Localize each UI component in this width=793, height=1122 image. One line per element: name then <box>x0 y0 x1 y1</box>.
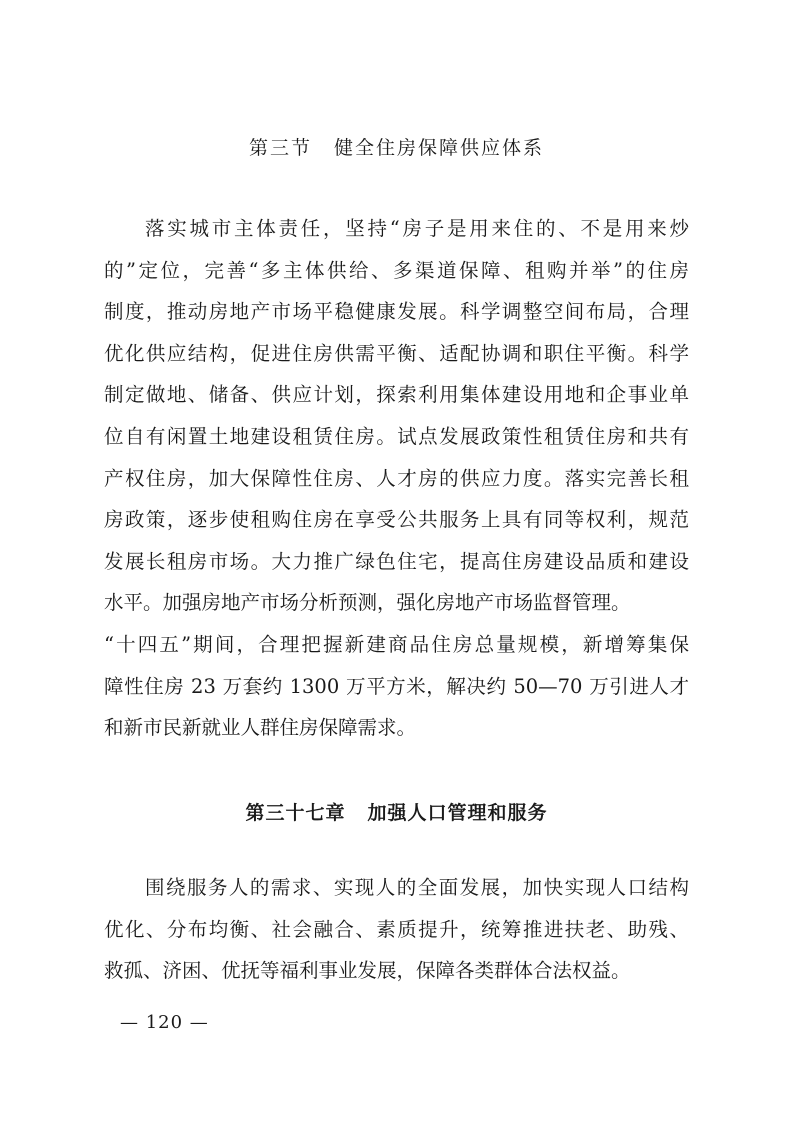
paragraph-line: 水平。加强房地产市场分析预测，强化房地产市场监督管理。 <box>104 591 631 615</box>
paragraph-line: 障性住房 23 万套约 1300 万平方米，解决约 50—70 万引进人才 <box>104 674 689 698</box>
section-title: 健全住房保障供应体系 <box>334 137 545 159</box>
paragraph-line: 落实城市主体责任，坚持“房子是用来住的、不是用来炒 <box>145 217 689 240</box>
paragraph-line: “十四五”期间，合理把握新建商品住房总量规模，新增筹集保 <box>104 632 689 656</box>
paragraph-line: 优化、分布均衡、社会融合、素质提升，统筹推进扶老、助残、 <box>104 917 689 941</box>
chapter-title: 加强人口管理和服务 <box>367 802 548 824</box>
body-paragraph-housing <box>104 208 689 749</box>
section-label: 第三节 <box>248 137 312 159</box>
body-paragraph-population <box>104 867 689 992</box>
chapter-label: 第三十七章 <box>245 802 346 824</box>
paragraph-line: 位自有闲置土地建设租赁住房。试点发展政策性租赁住房和共有 <box>104 424 689 448</box>
paragraph-line: 优化供应结构，促进住房供需平衡、适配协调和职住平衡。科学 <box>104 341 689 365</box>
paragraph-line: 的”定位，完善“多主体供给、多渠道保障、租购并举”的住房 <box>104 258 689 282</box>
section-heading <box>0 133 793 160</box>
paragraph-line: 围绕服务人的需求、实现人的全面发展，加快实现人口结构 <box>145 876 689 899</box>
page-number: — 120 — <box>120 1012 209 1033</box>
paragraph-line: 和新市民新就业人群住房保障需求。 <box>104 716 417 740</box>
chapter-heading <box>0 798 793 825</box>
paragraph-line: 产权住房，加大保障性住房、人才房的供应力度。落实完善长租 <box>104 466 689 490</box>
paragraph-line: 救孤、济困、优抚等福利事业发展，保障各类群体合法权益。 <box>104 959 631 983</box>
paragraph-line: 房政策，逐步使租购住房在享受公共服务上具有同等权利，规范 <box>104 508 689 532</box>
paragraph-line: 发展长租房市场。大力推广绿色住宅，提高住房建设品质和建设 <box>104 549 689 573</box>
paragraph-line: 制度，推动房地产市场平稳健康发展。科学调整空间布局，合理 <box>104 300 689 324</box>
paragraph-line: 制定做地、储备、供应计划，探索利用集体建设用地和企事业单 <box>104 383 689 407</box>
